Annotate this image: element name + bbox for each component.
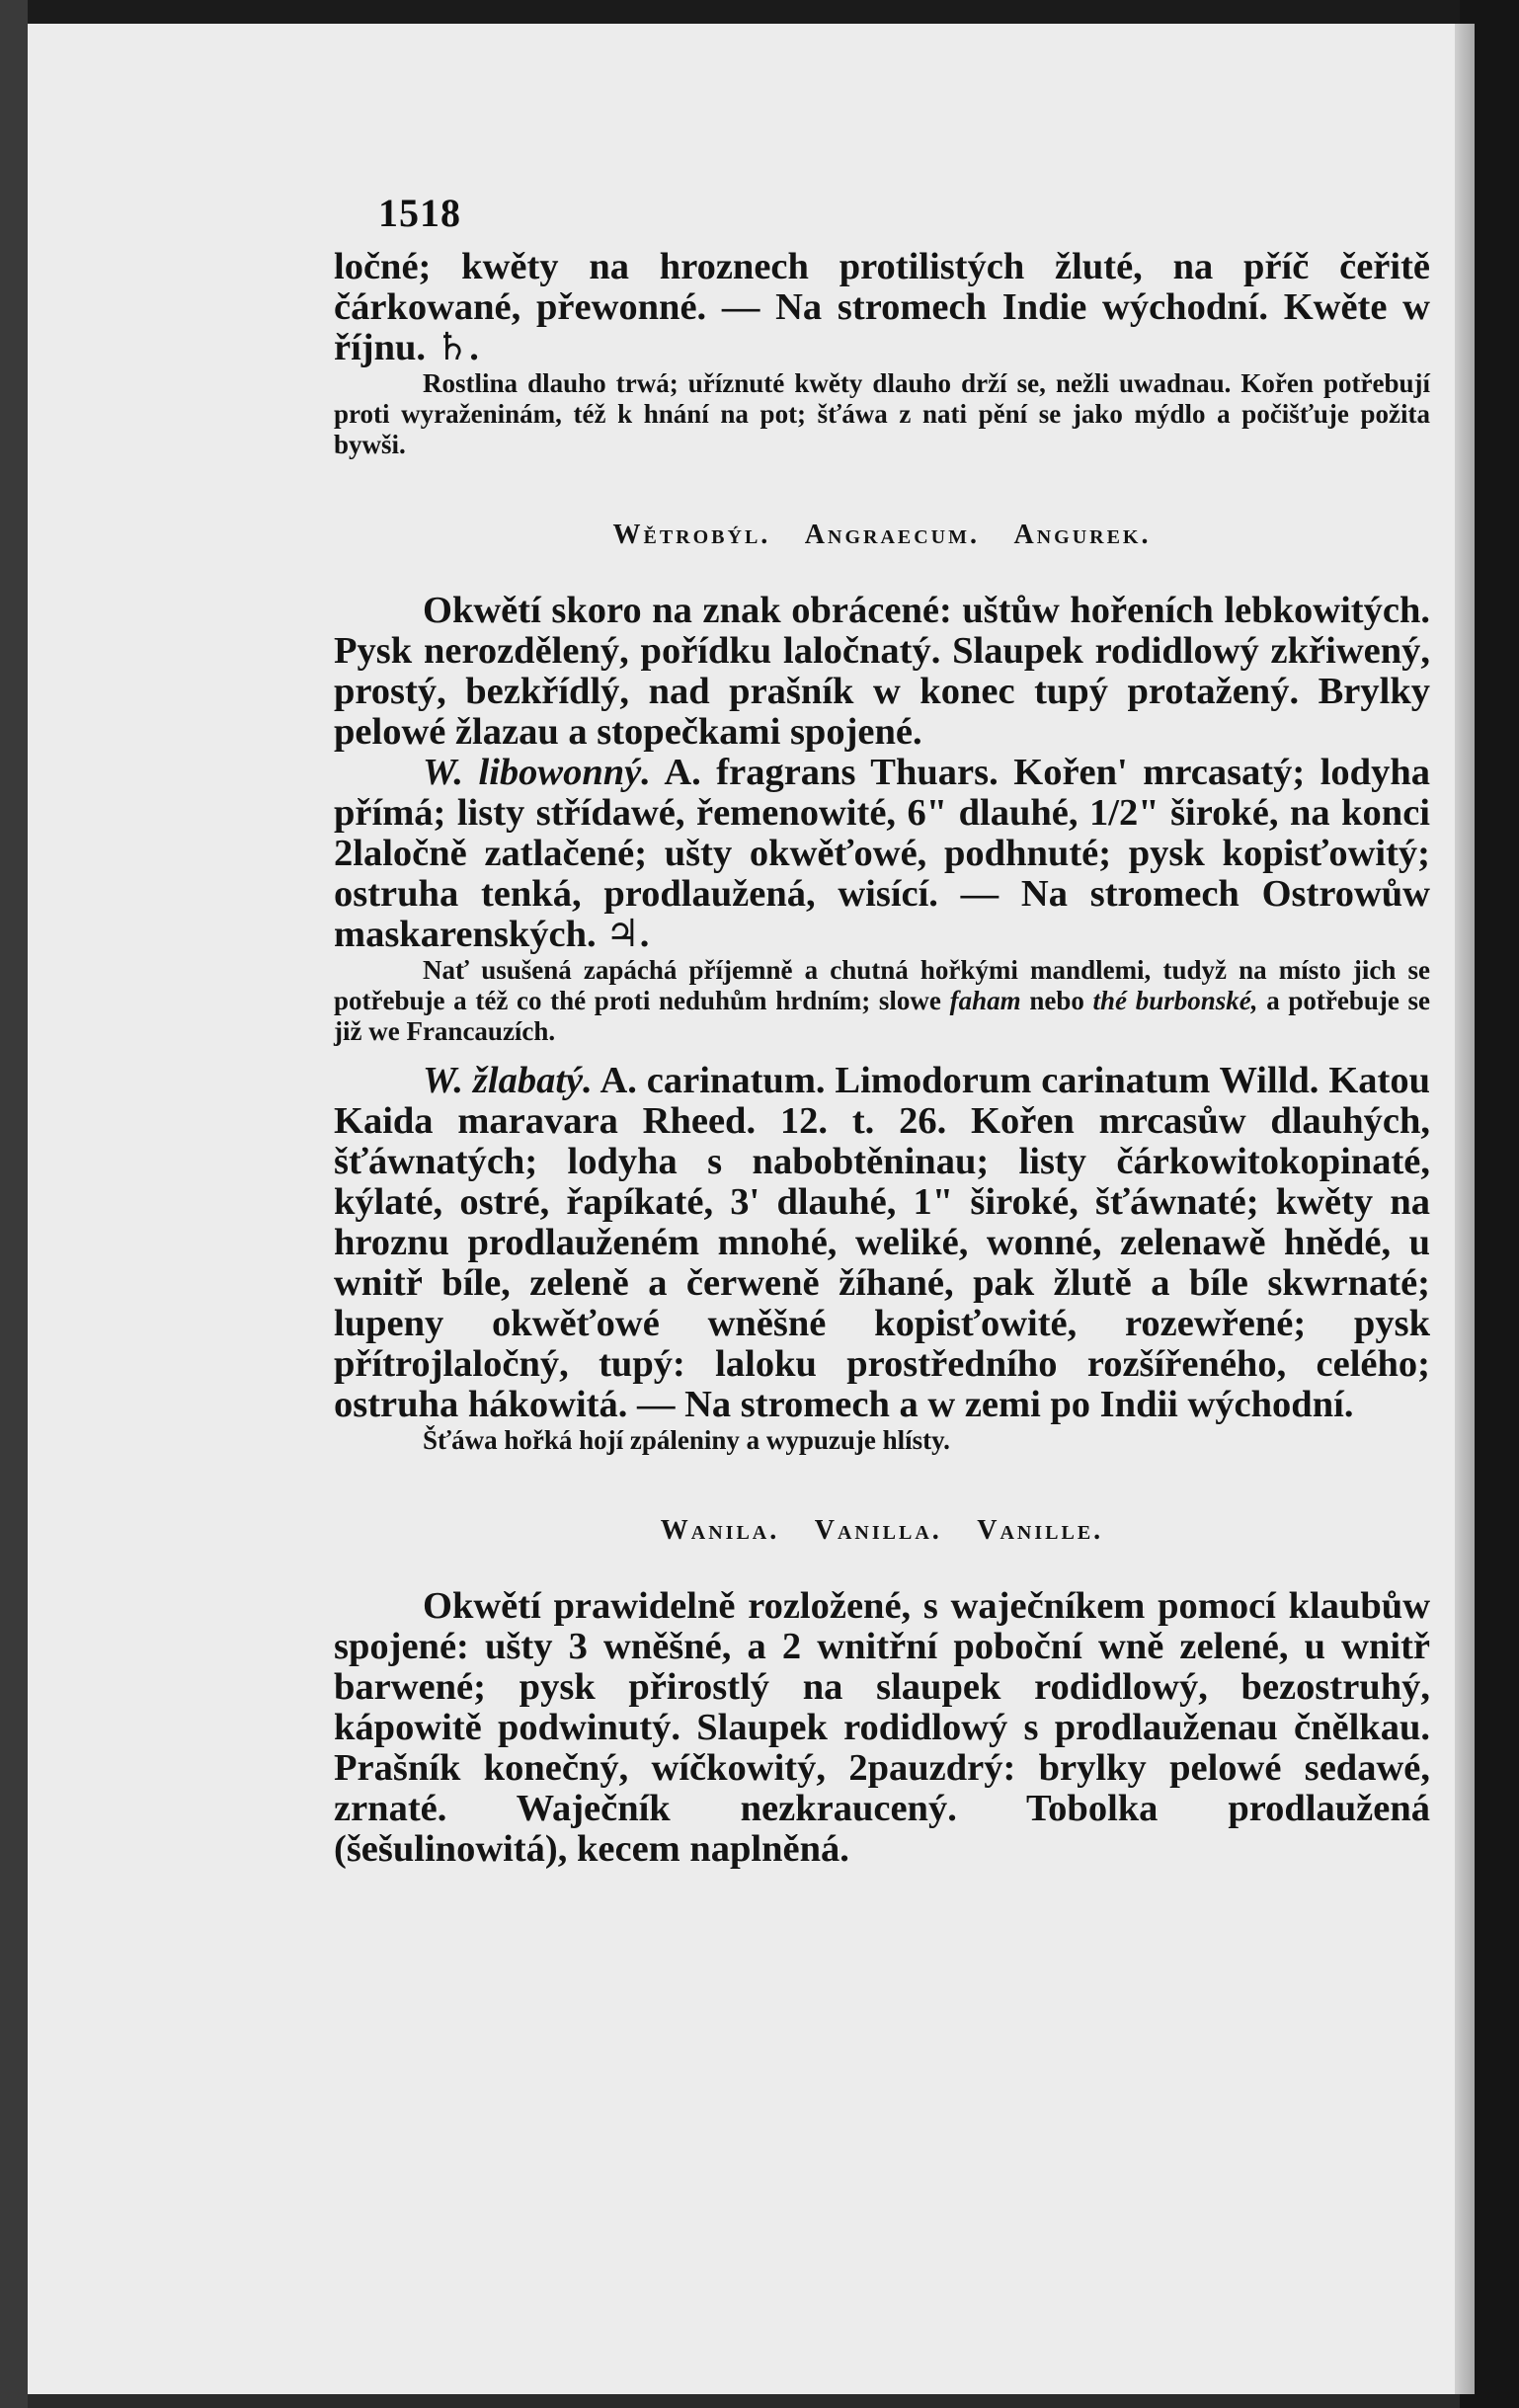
term-faham: faham — [949, 986, 1021, 1015]
heading-czech: Wanila. — [660, 1515, 780, 1546]
species-libowonny — [334, 753, 1430, 955]
species-zlabaty — [334, 1061, 1430, 1425]
species-name: W. libowonný. — [423, 752, 651, 793]
genus-description-angraecum: Okwětí skoro na znak obrácené: uštůw hořeních lebkowitých. Pysk nerozdělený, pořídku laločnatý. Slaupek rodidlowý zkřiwený, prostý, bezkřídlý, nad prašník w konec tupý protažený. Brylky pelowé žlazau a stopečkami spojené. — [334, 590, 1430, 753]
heading-german: Angurek. — [1013, 520, 1152, 550]
note-text: Nať usušená zapáchá příjemně a chutná hořkými mandlemi, tudyž na místo jich se potřebuje a též co thé proti neduhům hrdním; slowe — [334, 955, 1430, 1015]
paragraph-continuation: ločné; kwěty na hroznech protilistých žluté, na příč čeřitě čárkowané, přewonné. — Na stromech Indie wýchodní. Kwěte w říjnu. ♄. — [334, 246, 1430, 368]
term-the-burbonske: thé burbonské, — [1092, 986, 1258, 1015]
note-tail: a potřebuje se již we Francauzích. — [334, 986, 1431, 1046]
genus-description-vanilla: Okwětí prawidelně rozložené, s waječníkem pomocí klaubůw spojené: ušty 3 wněšné, a 2 wnitřní poboční wně zelené, u wnitř barwené; pysk přirostlý na slaupek rodidlowý, bezostruhý, kápowitě podwinutý. Slaupek rodidlowý s prodlauženau čnělkau. Prašník konečný, wíčkowitý, 2pauzdrý: brylky pelowé sedawé, zrnaté. Waječník nezkraucený. Tobolka prodlaužená (šešulinowitá), kecem naplněná. — [334, 1585, 1430, 1870]
section-heading-angraecum — [334, 520, 1430, 551]
page-number: 1518 — [378, 191, 461, 235]
species-name: W. žlabatý. — [423, 1060, 593, 1101]
species-text: A. fragrans Thuars. Kořen' mrcasatý; lodyha přímá; listy střídawé, řemenowité, 6" dlauhé, 1/2" široké, na konci 2laločně zatlačené; ušty okwěťowé, podhnuté; pysk kopisťowitý; ostruha tenká, prodlaužená, wisící. — Na stromech Ostrowůw maskarenských. ♃. — [334, 752, 1430, 955]
note-rostlina: Rostlina dlauho trwá; uříznuté kwěty dlauho drží se, nežli uwadnau. Kořen potřebují proti wyraženinám, též k hnání na pot; šťáwa z nati pění se jako mýdlo a počišťuje požita bywši. — [334, 368, 1430, 459]
heading-german: Vanille. — [977, 1515, 1104, 1546]
heading-latin: Vanilla. — [814, 1515, 942, 1546]
page-content — [334, 247, 1430, 1870]
species-text: A. carinatum. Limodorum carinatum Willd. Katou Kaida maravara Rheed. 12. t. 26. Kořen mrcasůw dlauhých, šťáwnatých; lodyha s nabobtěninau; listy čárkowitokopinaté, kýlaté, ostré, řapíkaté, 3' dlauhé, 1" široké, šťáwnaté; kwěty na hroznu prodlauženém mnohé, weliké, wonné, zelenawě hnědé, u wnitř bíle, zeleně a čerweně žíhané, pak žlutě a bíle skwrnaté; lupeny okwěťowé wněšné kopisťowité, rozewřené; pysk přítrojlaločný, tupý: laloku prostředního rozšířeného, celého; ostruha hákowitá. — Na stromech a w zemi po Indii wýchodní. — [334, 1060, 1430, 1425]
section-heading-vanilla — [334, 1515, 1430, 1547]
note-stawa: Šťáwa hořká hojí zpáleniny a wypuzuje hlísty. — [423, 1425, 950, 1455]
scan-border-left — [0, 0, 28, 2408]
heading-latin: Angraecum. — [804, 520, 980, 550]
note-conj: nebo — [1029, 986, 1084, 1015]
heading-czech: Wětrobýl. — [612, 520, 771, 550]
note-nat — [334, 955, 1430, 1047]
page-edge-shadow — [1455, 24, 1475, 2394]
